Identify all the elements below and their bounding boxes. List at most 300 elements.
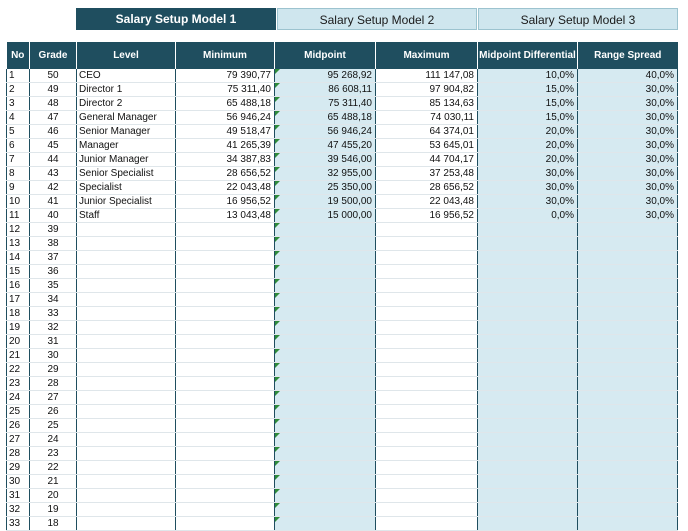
cell-minimum[interactable] (176, 209, 275, 223)
cell-midpoint-differential[interactable] (478, 293, 578, 307)
cell-midpoint-differential[interactable] (478, 69, 578, 83)
cell-range-spread[interactable] (578, 97, 678, 111)
cell-range-spread[interactable] (578, 489, 678, 503)
cell-no[interactable] (7, 405, 30, 419)
cell-range-spread[interactable] (578, 503, 678, 517)
cell-level[interactable] (77, 237, 176, 251)
cell-midpoint-differential[interactable] (478, 503, 578, 517)
cell-midpoint-differential[interactable] (478, 83, 578, 97)
cell-maximum[interactable] (376, 209, 478, 223)
cell-maximum[interactable] (376, 293, 478, 307)
cell-midpoint[interactable] (275, 83, 376, 97)
cell-level[interactable] (77, 181, 176, 195)
cell-range-spread[interactable] (578, 377, 678, 391)
cell-midpoint-differential[interactable] (478, 489, 578, 503)
comment-marker-icon (275, 391, 280, 396)
cell-midpoint-differential[interactable] (478, 237, 578, 251)
cell-range-spread[interactable] (578, 433, 678, 447)
cell-midpoint[interactable] (275, 111, 376, 125)
cell-no[interactable] (7, 111, 30, 125)
cell-midpoint[interactable] (275, 69, 376, 83)
cell-grade[interactable] (30, 517, 77, 531)
col-header-grade[interactable]: Grade (30, 42, 77, 69)
cell-range-spread[interactable] (578, 265, 678, 279)
cell-no[interactable] (7, 391, 30, 405)
cell-maximum[interactable] (376, 181, 478, 195)
cell-no[interactable] (7, 461, 30, 475)
cell-range-spread[interactable] (578, 279, 678, 293)
cell-minimum[interactable] (176, 167, 275, 181)
cell-no[interactable] (7, 279, 30, 293)
cell-grade[interactable] (30, 489, 77, 503)
cell-level[interactable] (77, 391, 176, 405)
cell-no[interactable] (7, 251, 30, 265)
cell-level[interactable] (77, 475, 176, 489)
cell-grade[interactable] (30, 461, 77, 475)
cell-midpoint-differential[interactable] (478, 279, 578, 293)
cell-range-spread[interactable] (578, 167, 678, 181)
cell-level[interactable] (77, 321, 176, 335)
cell-minimum[interactable] (176, 279, 275, 293)
cell-minimum[interactable] (176, 419, 275, 433)
cell-midpoint[interactable] (275, 237, 376, 251)
cell-no[interactable] (7, 83, 30, 97)
cell-range-spread[interactable] (578, 83, 678, 97)
table-row (7, 293, 678, 307)
cell-grade[interactable] (30, 181, 77, 195)
cell-midpoint[interactable] (275, 251, 376, 265)
col-header-midpoint-differential[interactable]: Midpoint Differential (478, 42, 578, 69)
cell-maximum[interactable] (376, 405, 478, 419)
cell-grade[interactable] (30, 195, 77, 209)
cell-level[interactable] (77, 153, 176, 167)
cell-minimum[interactable] (176, 181, 275, 195)
cell-midpoint-differential[interactable] (478, 349, 578, 363)
cell-midpoint[interactable] (275, 461, 376, 475)
cell-no[interactable] (7, 195, 30, 209)
table-row (7, 195, 678, 209)
cell-midpoint-differential[interactable] (478, 433, 578, 447)
cell-maximum[interactable] (376, 321, 478, 335)
cell-midpoint-differential[interactable] (478, 97, 578, 111)
cell-grade[interactable] (30, 363, 77, 377)
cell-grade[interactable] (30, 307, 77, 321)
cell-level[interactable] (77, 209, 176, 223)
cell-midpoint-differential-value: 15,0% (545, 112, 574, 123)
cell-range-spread[interactable] (578, 307, 678, 321)
cell-midpoint[interactable] (275, 489, 376, 503)
tab-salary-setup-model-1[interactable]: Salary Setup Model 1 (76, 8, 276, 30)
cell-grade[interactable] (30, 321, 77, 335)
cell-no[interactable] (7, 307, 30, 321)
table-row (7, 125, 678, 139)
cell-minimum[interactable] (176, 349, 275, 363)
cell-grade[interactable] (30, 111, 77, 125)
cell-level[interactable] (77, 293, 176, 307)
cell-midpoint-differential[interactable] (478, 181, 578, 195)
cell-maximum[interactable] (376, 69, 478, 83)
cell-minimum[interactable] (176, 489, 275, 503)
cell-maximum[interactable] (376, 335, 478, 349)
cell-maximum[interactable] (376, 153, 478, 167)
cell-maximum[interactable] (376, 363, 478, 377)
cell-level[interactable] (77, 307, 176, 321)
cell-maximum[interactable] (376, 83, 478, 97)
cell-level[interactable] (77, 97, 176, 111)
cell-level[interactable] (77, 517, 176, 531)
cell-midpoint-value: 47 455,20 (327, 140, 372, 151)
cell-range-spread[interactable] (578, 335, 678, 349)
cell-midpoint[interactable] (275, 391, 376, 405)
cell-level[interactable] (77, 265, 176, 279)
cell-midpoint-differential[interactable] (478, 265, 578, 279)
comment-marker-icon (275, 293, 280, 298)
comment-marker-icon (275, 335, 280, 340)
cell-midpoint[interactable] (275, 97, 376, 111)
cell-no[interactable] (7, 265, 30, 279)
cell-maximum[interactable] (376, 167, 478, 181)
cell-midpoint-differential-value: 15,0% (545, 84, 574, 95)
cell-minimum[interactable] (176, 377, 275, 391)
col-header-midpoint[interactable]: Midpoint (275, 42, 376, 69)
cell-minimum[interactable] (176, 195, 275, 209)
cell-range-spread[interactable] (578, 447, 678, 461)
cell-midpoint-differential[interactable] (478, 461, 578, 475)
table-row (7, 181, 678, 195)
cell-midpoint[interactable] (275, 349, 376, 363)
cell-minimum[interactable] (176, 433, 275, 447)
cell-maximum[interactable] (376, 377, 478, 391)
cell-range-spread[interactable] (578, 321, 678, 335)
cell-maximum-value: 22 043,48 (429, 196, 474, 207)
cell-no[interactable] (7, 419, 30, 433)
cell-midpoint[interactable] (275, 279, 376, 293)
cell-level[interactable] (77, 433, 176, 447)
cell-maximum[interactable] (376, 195, 478, 209)
cell-no[interactable] (7, 125, 30, 139)
cell-range-spread[interactable] (578, 349, 678, 363)
cell-level[interactable] (77, 167, 176, 181)
cell-midpoint-differential[interactable] (478, 167, 578, 181)
cell-maximum[interactable] (376, 517, 478, 531)
cell-maximum[interactable] (376, 475, 478, 489)
cell-grade[interactable] (30, 83, 77, 97)
cell-grade[interactable] (30, 167, 77, 181)
cell-minimum[interactable] (176, 447, 275, 461)
col-header-range-spread[interactable]: Range Spread (578, 42, 678, 69)
cell-range-spread[interactable] (578, 69, 678, 83)
cell-no-value: 4 (9, 112, 15, 123)
cell-level[interactable] (77, 195, 176, 209)
cell-midpoint-differential[interactable] (478, 335, 578, 349)
cell-grade[interactable] (30, 433, 77, 447)
cell-level[interactable] (77, 377, 176, 391)
cell-range-spread[interactable] (578, 391, 678, 405)
cell-grade[interactable] (30, 279, 77, 293)
cell-maximum[interactable] (376, 97, 478, 111)
cell-minimum[interactable] (176, 293, 275, 307)
cell-no[interactable] (7, 517, 30, 531)
cell-no[interactable] (7, 139, 30, 153)
cell-midpoint[interactable] (275, 363, 376, 377)
cell-level[interactable] (77, 405, 176, 419)
cell-maximum[interactable] (376, 139, 478, 153)
cell-minimum-value: 65 488,18 (226, 98, 271, 109)
cell-no[interactable] (7, 489, 30, 503)
cell-range-spread[interactable] (578, 363, 678, 377)
cell-midpoint-differential[interactable] (478, 223, 578, 237)
cell-maximum[interactable] (376, 223, 478, 237)
cell-maximum[interactable] (376, 265, 478, 279)
tab-salary-setup-model-3[interactable]: Salary Setup Model 3 (478, 8, 678, 30)
cell-range-spread[interactable] (578, 461, 678, 475)
cell-maximum[interactable] (376, 489, 478, 503)
cell-no[interactable] (7, 433, 30, 447)
cell-maximum[interactable] (376, 433, 478, 447)
cell-midpoint[interactable] (275, 419, 376, 433)
cell-midpoint-differential[interactable] (478, 391, 578, 405)
cell-midpoint[interactable] (275, 321, 376, 335)
cell-no[interactable] (7, 503, 30, 517)
cell-range-spread[interactable] (578, 223, 678, 237)
cell-midpoint-differential[interactable] (478, 517, 578, 531)
cell-midpoint[interactable] (275, 517, 376, 531)
cell-minimum[interactable] (176, 223, 275, 237)
cell-grade-value: 46 (47, 126, 59, 137)
cell-range-spread[interactable] (578, 517, 678, 531)
cell-minimum[interactable] (176, 125, 275, 139)
cell-grade[interactable] (30, 125, 77, 139)
cell-no[interactable] (7, 349, 30, 363)
cell-no[interactable] (7, 153, 30, 167)
cell-level[interactable] (77, 419, 176, 433)
cell-grade[interactable] (30, 153, 77, 167)
cell-grade[interactable] (30, 237, 77, 251)
cell-maximum[interactable] (376, 391, 478, 405)
cell-maximum[interactable] (376, 349, 478, 363)
cell-minimum[interactable] (176, 265, 275, 279)
cell-midpoint[interactable] (275, 153, 376, 167)
cell-grade-value: 18 (47, 518, 59, 529)
cell-midpoint[interactable] (275, 209, 376, 223)
cell-minimum[interactable] (176, 363, 275, 377)
cell-range-spread[interactable] (578, 419, 678, 433)
cell-midpoint-differential[interactable] (478, 377, 578, 391)
cell-midpoint[interactable] (275, 181, 376, 195)
cell-minimum[interactable] (176, 153, 275, 167)
cell-minimum[interactable] (176, 391, 275, 405)
cell-minimum[interactable] (176, 69, 275, 83)
cell-level[interactable] (77, 139, 176, 153)
cell-grade[interactable] (30, 223, 77, 237)
col-header-level[interactable]: Level (77, 42, 176, 69)
cell-level[interactable] (77, 111, 176, 125)
cell-range-spread[interactable] (578, 405, 678, 419)
cell-no-value: 16 (9, 280, 21, 291)
cell-midpoint[interactable] (275, 139, 376, 153)
cell-range-spread[interactable] (578, 209, 678, 223)
col-header-no[interactable]: No (7, 42, 30, 69)
cell-minimum[interactable] (176, 237, 275, 251)
cell-minimum[interactable] (176, 139, 275, 153)
cell-level[interactable] (77, 447, 176, 461)
cell-range-spread[interactable] (578, 111, 678, 125)
cell-minimum[interactable] (176, 461, 275, 475)
cell-no-value: 8 (9, 168, 15, 179)
cell-maximum[interactable] (376, 419, 478, 433)
comment-marker-icon (275, 377, 280, 382)
cell-range-spread[interactable] (578, 237, 678, 251)
cell-level[interactable] (77, 83, 176, 97)
cell-range-spread[interactable] (578, 125, 678, 139)
cell-level[interactable] (77, 489, 176, 503)
comment-marker-icon (275, 111, 280, 116)
cell-no[interactable] (7, 237, 30, 251)
cell-midpoint[interactable] (275, 195, 376, 209)
cell-midpoint-differential[interactable] (478, 139, 578, 153)
cell-midpoint[interactable] (275, 405, 376, 419)
cell-grade[interactable] (30, 447, 77, 461)
cell-minimum[interactable] (176, 335, 275, 349)
cell-range-spread[interactable] (578, 251, 678, 265)
cell-range-spread[interactable] (578, 195, 678, 209)
cell-midpoint-differential[interactable] (478, 195, 578, 209)
cell-level[interactable] (77, 461, 176, 475)
cell-midpoint-differential[interactable] (478, 153, 578, 167)
cell-maximum[interactable] (376, 237, 478, 251)
cell-no[interactable] (7, 209, 30, 223)
cell-grade[interactable] (30, 293, 77, 307)
cell-minimum[interactable] (176, 405, 275, 419)
cell-range-spread[interactable] (578, 153, 678, 167)
tab-salary-setup-model-2[interactable]: Salary Setup Model 2 (277, 8, 477, 30)
cell-grade[interactable] (30, 405, 77, 419)
cell-midpoint-differential[interactable] (478, 307, 578, 321)
cell-midpoint-differential[interactable] (478, 111, 578, 125)
cell-midpoint[interactable] (275, 475, 376, 489)
cell-minimum-value: 13 043,48 (226, 210, 271, 221)
cell-level[interactable] (77, 349, 176, 363)
cell-midpoint[interactable] (275, 265, 376, 279)
cell-level[interactable] (77, 503, 176, 517)
cell-grade[interactable] (30, 419, 77, 433)
cell-grade[interactable] (30, 139, 77, 153)
cell-grade[interactable] (30, 335, 77, 349)
cell-grade[interactable] (30, 503, 77, 517)
cell-midpoint-differential[interactable] (478, 419, 578, 433)
cell-midpoint[interactable] (275, 307, 376, 321)
cell-no[interactable] (7, 447, 30, 461)
cell-grade[interactable] (30, 265, 77, 279)
cell-midpoint-differential[interactable] (478, 251, 578, 265)
cell-midpoint[interactable] (275, 223, 376, 237)
cell-minimum[interactable] (176, 503, 275, 517)
col-header-minimum[interactable]: Minimum (176, 42, 275, 69)
cell-level[interactable] (77, 335, 176, 349)
cell-grade[interactable] (30, 377, 77, 391)
cell-grade[interactable] (30, 69, 77, 83)
cell-midpoint[interactable] (275, 125, 376, 139)
cell-no[interactable] (7, 293, 30, 307)
cell-midpoint[interactable] (275, 335, 376, 349)
cell-minimum[interactable] (176, 475, 275, 489)
cell-maximum[interactable] (376, 503, 478, 517)
cell-midpoint-differential[interactable] (478, 125, 578, 139)
cell-no[interactable] (7, 363, 30, 377)
cell-no[interactable] (7, 69, 30, 83)
cell-level[interactable] (77, 251, 176, 265)
cell-maximum[interactable] (376, 307, 478, 321)
cell-grade[interactable] (30, 209, 77, 223)
cell-midpoint-differential-value: 0,0% (551, 210, 574, 221)
table-row (7, 321, 678, 335)
cell-maximum[interactable] (376, 251, 478, 265)
cell-midpoint-differential[interactable] (478, 447, 578, 461)
cell-range-spread[interactable] (578, 293, 678, 307)
cell-minimum-value: 34 387,83 (226, 154, 271, 165)
cell-midpoint-differential[interactable] (478, 405, 578, 419)
cell-minimum[interactable] (176, 307, 275, 321)
cell-no[interactable] (7, 321, 30, 335)
cell-level[interactable] (77, 363, 176, 377)
cell-no[interactable] (7, 223, 30, 237)
cell-no[interactable] (7, 335, 30, 349)
cell-grade[interactable] (30, 349, 77, 363)
cell-midpoint[interactable] (275, 167, 376, 181)
cell-midpoint[interactable] (275, 377, 376, 391)
cell-midpoint-differential[interactable] (478, 363, 578, 377)
cell-midpoint[interactable] (275, 293, 376, 307)
cell-maximum[interactable] (376, 125, 478, 139)
cell-midpoint[interactable] (275, 503, 376, 517)
cell-maximum[interactable] (376, 111, 478, 125)
cell-level[interactable] (77, 223, 176, 237)
cell-minimum[interactable] (176, 97, 275, 111)
cell-range-spread-value: 30,0% (645, 98, 674, 109)
cell-grade[interactable] (30, 251, 77, 265)
cell-grade[interactable] (30, 475, 77, 489)
cell-no[interactable] (7, 97, 30, 111)
cell-range-spread[interactable] (578, 139, 678, 153)
cell-minimum[interactable] (176, 517, 275, 531)
cell-level[interactable] (77, 125, 176, 139)
cell-no[interactable] (7, 475, 30, 489)
cell-range-spread[interactable] (578, 475, 678, 489)
cell-minimum[interactable] (176, 251, 275, 265)
cell-minimum[interactable] (176, 111, 275, 125)
cell-minimum[interactable] (176, 321, 275, 335)
cell-midpoint-differential[interactable] (478, 209, 578, 223)
col-header-maximum[interactable]: Maximum (376, 42, 478, 69)
cell-midpoint[interactable] (275, 433, 376, 447)
cell-no[interactable] (7, 377, 30, 391)
cell-no[interactable] (7, 181, 30, 195)
cell-grade[interactable] (30, 97, 77, 111)
cell-no[interactable] (7, 167, 30, 181)
cell-range-spread[interactable] (578, 181, 678, 195)
cell-midpoint-differential[interactable] (478, 321, 578, 335)
cell-minimum[interactable] (176, 83, 275, 97)
cell-level[interactable] (77, 279, 176, 293)
cell-grade[interactable] (30, 391, 77, 405)
comment-marker-icon (275, 125, 280, 130)
cell-maximum[interactable] (376, 461, 478, 475)
cell-maximum[interactable] (376, 279, 478, 293)
cell-midpoint[interactable] (275, 447, 376, 461)
cell-maximum[interactable] (376, 447, 478, 461)
cell-midpoint-differential[interactable] (478, 475, 578, 489)
cell-level[interactable] (77, 69, 176, 83)
